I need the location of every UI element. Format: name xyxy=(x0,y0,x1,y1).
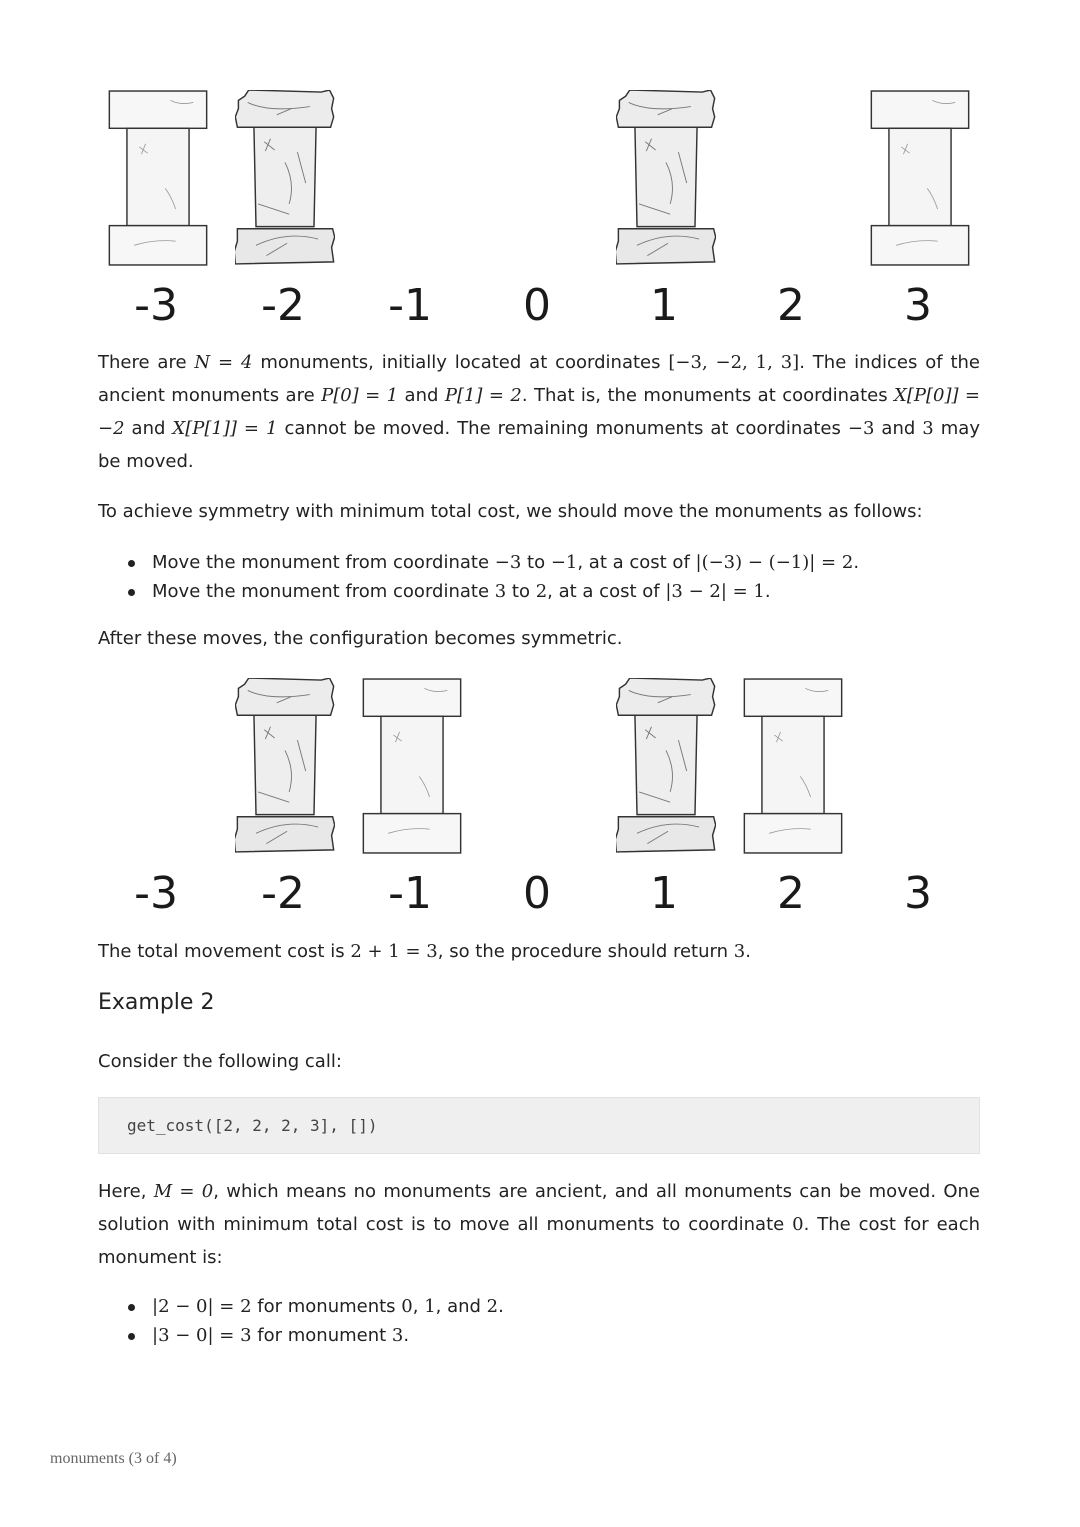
example2-explanation-paragraph: Here, M = 0, which means no monuments are ancient, and all monuments can be moved. One solution with minimum total cost is to move all monuments to coordinate 0. The cost for each monument is: xyxy=(98,1181,980,1268)
ancient-monument-icon xyxy=(235,90,335,266)
ancient-monument-icon xyxy=(235,678,335,854)
cost-list xyxy=(98,1292,958,1350)
axis-label: 3 xyxy=(904,868,932,919)
ancient-monument-icon xyxy=(616,678,716,854)
axis-label: 0 xyxy=(523,868,551,919)
axis-label: 1 xyxy=(650,280,678,331)
axis-label: 2 xyxy=(777,280,805,331)
axis-label: 2 xyxy=(777,868,805,919)
list-item: Move the monument from coordinate −3 to −1, at a cost of |(−3) − (−1)| = 2. xyxy=(98,548,958,577)
code-block xyxy=(98,1097,980,1154)
list-item: |3 − 0| = 3 for monument 3. xyxy=(98,1321,958,1350)
monument-figure-symmetric xyxy=(96,672,986,924)
axis-label: -3 xyxy=(134,280,178,331)
movable-monument-icon xyxy=(108,90,208,266)
monument-figure-initial xyxy=(96,84,986,336)
instruction-paragraph: To achieve symmetry with minimum total cost, we should move the monuments as follows: xyxy=(98,501,923,522)
list-item: |2 − 0| = 2 for monuments 0, 1, and 2. xyxy=(98,1292,958,1321)
move-list xyxy=(98,548,958,606)
axis-label: -3 xyxy=(134,868,178,919)
movable-monument-icon xyxy=(743,678,843,854)
list-item: Move the monument from coordinate 3 to 2, at a cost of |3 − 2| = 1. xyxy=(98,577,958,606)
axis-label: -1 xyxy=(388,868,432,919)
call-intro-paragraph: Consider the following call: xyxy=(98,1051,342,1072)
section-heading: Example 2 xyxy=(98,990,215,1015)
movable-monument-icon xyxy=(362,678,462,854)
axis-label: 0 xyxy=(523,280,551,331)
axis-label: 3 xyxy=(904,280,932,331)
axis-label: 1 xyxy=(650,868,678,919)
movable-monument-icon xyxy=(870,90,970,266)
page-footer: monuments (3 of 4) xyxy=(50,1450,177,1467)
ancient-monument-icon xyxy=(616,90,716,266)
axis-label: -1 xyxy=(388,280,432,331)
axis-label: -2 xyxy=(261,280,305,331)
example-explanation-paragraph: There are N = 4 monuments, initially located at coordinates [−3, −2, 1, 3]. The indices of the ancient monuments are P[0] = 1 and P[1] = 2. That is, the monuments at coordinates X[P[0]] = −2 and X[P[1]] = 1 cannot be moved. The remaining monuments at coordinates −3 and 3 may be moved. xyxy=(98,352,980,472)
total-cost-paragraph: The total movement cost is 2 + 1 = 3, so the procedure should return 3. xyxy=(98,941,751,962)
code-text: get_cost([2, 2, 2, 3], []) xyxy=(127,1116,378,1135)
axis-label: -2 xyxy=(261,868,305,919)
result-paragraph: After these moves, the configuration becomes symmetric. xyxy=(98,628,623,649)
